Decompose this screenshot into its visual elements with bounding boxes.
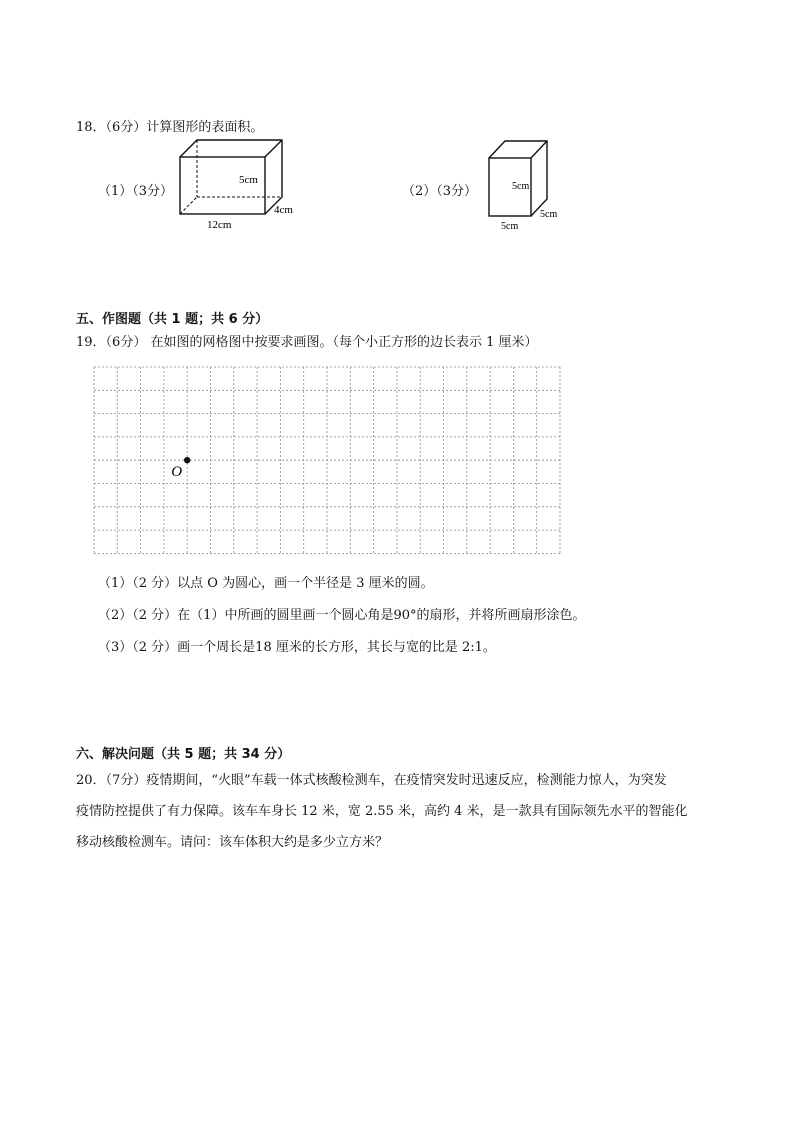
cube2-height-label: 5cm [512, 181, 530, 192]
q18-heading: 18．（6分）计算图形的表面积。 [76, 120, 264, 135]
q19-heading: 19．（6分） 在如图的网格图中按要求画图。（每个小正方形的边长表示 1 厘米） [76, 335, 538, 350]
cuboid1-width-label: 4cm [274, 204, 293, 216]
q20-line-3: 移动核酸检测车。请问：该车体积大约是多少立方米？ [76, 835, 389, 850]
cuboid1-height-label: 5cm [239, 174, 258, 186]
cube2-width-label: 5cm [540, 209, 558, 220]
grid-lines [94, 367, 560, 553]
cuboid1-top-right-edge [265, 140, 282, 157]
q20-line-2: 疫情防控提供了有力保障。该车车身长 12 米，宽 2.55 米，高约 4 米，是一款具有国际领先水平的智能化 [76, 804, 688, 819]
cuboid1-hidden-edges [180, 140, 282, 214]
cube2-top-right-edge [531, 141, 547, 158]
drawing-grid [90, 364, 565, 556]
point-o-label: O [171, 464, 183, 481]
section5-title: 五、作图题（共 1 题；共 6 分） [76, 312, 269, 327]
q20-line-1: 20．（7分）疫情期间，“火眼”车载一体式核酸检测车，在疫情突发时迅速反应，检测能力惊人，为突发 [76, 773, 667, 788]
section6-title: 六、解决问题（共 5 题；共 34 分） [76, 747, 291, 762]
cuboid1-length-label: 12cm [207, 219, 232, 231]
q18-part1-label: （1）（3分） [98, 184, 174, 199]
q19-part2: （2）（2 分）在（1）中所画的圆里画一个圆心角是90°的扇形，并将所画扇形涂色。 [98, 608, 586, 623]
q18-part2-label: （2）（3分） [402, 184, 478, 199]
cuboid1-back-edges [180, 140, 282, 214]
cuboid-figure-1 [175, 135, 335, 235]
q19-part3: （3）（2 分）画一个周长是18 厘米的长方形，其长与宽的比是 2:1。 [98, 640, 496, 655]
point-o-marker [184, 457, 190, 463]
cube2-length-label: 5cm [501, 221, 519, 232]
q19-part1: （1）（2 分）以点 O 为圆心，画一个半径是 3 厘米的圆。 [98, 576, 434, 591]
cube2-back-edges [489, 141, 547, 216]
cube-figure-2 [485, 137, 570, 235]
